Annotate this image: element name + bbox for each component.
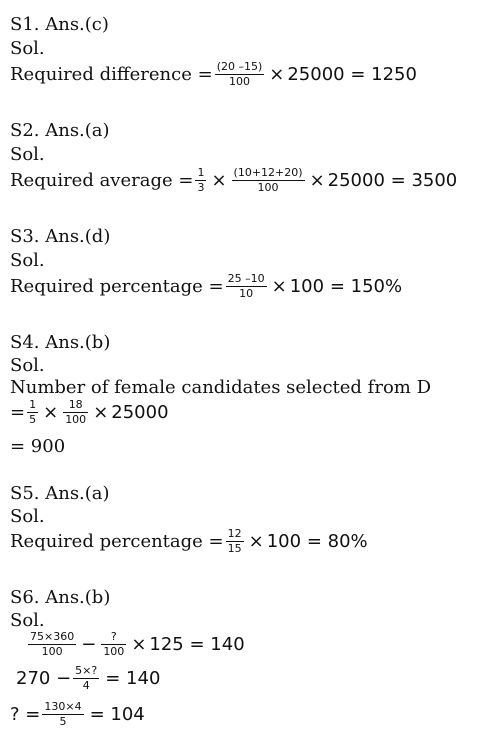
s2-answer: S2. Ans.(a)	[10, 120, 110, 141]
s2-label: Required average =	[10, 169, 194, 191]
s3-answer: S3. Ans.(d)	[10, 226, 111, 247]
s6-equation-1: $\frac{75\times 360}{100}$ − $\frac{?}{100}$ × 125 = 140	[30, 630, 245, 658]
s6-sol: Sol.	[10, 610, 45, 631]
s6-answer: S6. Ans.(b)	[10, 587, 111, 608]
s4-text: Number of female candidates selected from D	[10, 377, 431, 398]
s1-label: Required difference =	[10, 63, 213, 85]
s5-fraction: $\frac{12}{15}$	[227, 527, 242, 555]
s2-sol: Sol.	[10, 144, 45, 165]
s2-result: 25000 = 3500	[327, 169, 458, 191]
s3-equation: Required percentage = $\frac{25 -10}{10}$ × 100 = 150%	[10, 272, 403, 300]
s1-answer: S1. Ans.(c)	[10, 14, 109, 35]
s6-fraction-3: $\frac{5\times?}{4}$	[75, 664, 98, 692]
s1-fraction: $\frac{(20 -15)}{100}$	[216, 60, 263, 88]
s5-equation: Required percentage = $\frac{12}{15}$ × 100 = 80%	[10, 527, 368, 555]
s4-equation: = $\frac{1}{5}$ × $\frac{18}{100}$ × 25000	[10, 398, 169, 426]
s1-equation: Required difference = $\frac{(20 -15)}{100}$ × 25000 = 1250	[10, 60, 417, 88]
s3-result: 100 = 150%	[289, 275, 403, 297]
s4-fraction-2: $\frac{18}{100}$	[65, 398, 87, 426]
s5-label: Required percentage =	[10, 530, 224, 552]
s2-equation: Required average = $\frac{1}{3}$ × $\frac{(10+12+20)}{100}$ × 25000 = 3500	[10, 166, 458, 194]
s6-fraction-1: $\frac{75\times 360}{100}$	[30, 630, 75, 658]
s4-sol: Sol.	[10, 355, 45, 376]
s4-fraction-1: $\frac{1}{5}$	[29, 398, 37, 426]
s6-fraction-2: $\frac{?}{100}$	[103, 630, 125, 658]
s1-result: 25000 = 1250	[287, 63, 417, 85]
s2-fraction-1: $\frac{1}{3}$	[197, 166, 205, 194]
s6-equation-3: ? = $\frac{130\times 4}{5}$ = 104	[10, 700, 145, 728]
s3-fraction: $\frac{25 -10}{10}$	[227, 272, 265, 300]
s5-sol: Sol.	[10, 506, 45, 527]
s6-equation-2: 270 − $\frac{5\times?}{4}$ = 140	[16, 664, 161, 692]
s5-result: 100 = 80%	[266, 530, 368, 552]
s4-result: = 900	[10, 436, 66, 457]
s3-label: Required percentage =	[10, 275, 224, 297]
s4-answer: S4. Ans.(b)	[10, 332, 111, 353]
s2-fraction-2: $\frac{(10+12+20)}{100}$	[233, 166, 303, 194]
s3-sol: Sol.	[10, 250, 45, 271]
s5-answer: S5. Ans.(a)	[10, 483, 110, 504]
s6-fraction-4: $\frac{130\times 4}{5}$	[44, 700, 82, 728]
s1-sol: Sol.	[10, 38, 45, 59]
